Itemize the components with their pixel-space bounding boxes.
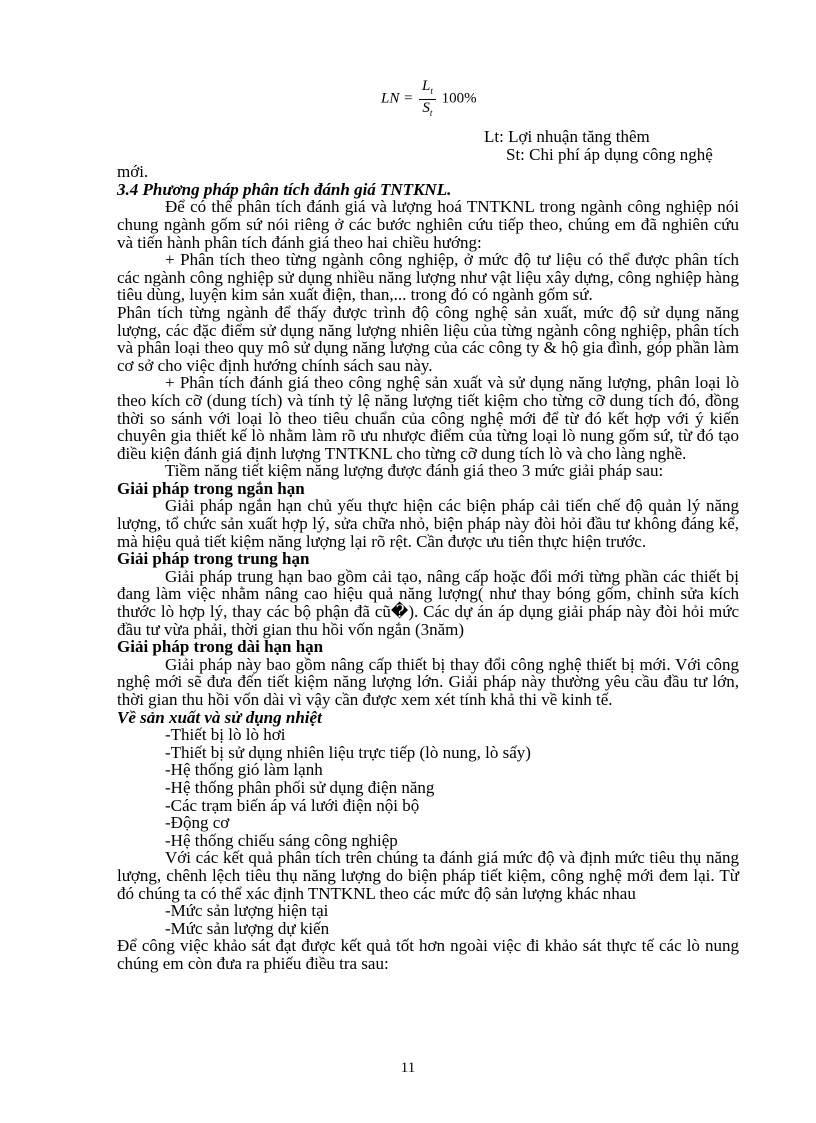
medium-term-body: Giải pháp trung hạn bao gồm cải tạo, nâng cấp hoặc đổi mới từng phần các thiết bị đang làm việc nhằm nâng cao hiệu quả năng lượng( như thay bóng gốm, chỉnh sửa kích thước lò hợp lý, thay các bộ phận đã cũ�). Các dự án áp dụng giải pháp này đòi hỏi mức đầu tư vừa phải, thời gian thu hồi vốn ngắn (3năm) bbox=[117, 566, 739, 639]
short-term-heading: Giải pháp trong ngắn hạn bbox=[117, 478, 305, 498]
page-number: 11 bbox=[400, 1060, 416, 1076]
long-term-heading: Giải pháp trong dài hạn hạn bbox=[117, 637, 324, 657]
list-item: -Hệ thống chiếu sáng công nghiệp bbox=[165, 830, 398, 850]
formula-numerator: $L_t$ bbox=[419, 78, 436, 100]
heat-heading: Về sản xuất và sử dụng nhiệt bbox=[117, 707, 322, 727]
formula-factor: 100% bbox=[441, 90, 477, 107]
list-item: -Hệ thống gió làm lạnh bbox=[165, 760, 323, 780]
analysis-paragraph-2: Phân tích từng ngành để thấy được trình độ công nghệ sản xuất, mức độ sử dụng năng lượng, các đặc điểm sử dụng năng lượng nhiên liệu của từng ngành công nghiệp, phân tích và phân loại theo quy mô sử dụng năng lượng của các công ty & hộ gia đình, góp phần làm cơ sở cho việc định hướng chính sách sau này. bbox=[117, 302, 739, 375]
formula-expression bbox=[381, 78, 477, 121]
section-intro: Để có thể phân tích đánh giá và lượng hoá TNTKNL trong ngành công nghiệp nói chung ngành gốm sứ nói riêng ở các bước nghiên cứu tiếp theo, chúng em đã nghiên cứu và tiến hành phân tích đánh giá theo hai chiều hướng: bbox=[117, 197, 739, 252]
heat-summary: Với các kết quả phân tích trên chúng ta đánh giá mức độ và định mức tiêu thụ năng lượng, chênh lệch tiêu thụ năng lượng do biện pháp tiết kiệm, công nghệ mới đem lại. Từ đó chúng ta có thể xác định TNTKNL theo các mức độ sản lượng khác nhau bbox=[117, 848, 739, 903]
list-item: -Thiết bị lò lò hơi bbox=[165, 725, 286, 745]
document-page bbox=[117, 78, 739, 973]
short-term-body: Giải pháp ngắn hạn chủ yếu thực hiện các biện pháp cải tiến chế độ quản lý năng lượng, tổ chức sản xuất hợp lý, sửa chữa nhỏ, biện pháp này đòi hỏi đầu tư không đáng kể, mà hiệu quả tiết kiệm năng lượng lại rõ rệt. Cần được ưu tiên thực hiện trước. bbox=[117, 496, 739, 551]
medium-term-heading: Giải pháp trong trung hạn bbox=[117, 549, 310, 569]
list-item: -Động cơ bbox=[165, 813, 230, 833]
levels-intro: Tiềm năng tiết kiệm năng lượng được đánh giá theo 3 mức giải pháp sau: bbox=[165, 461, 664, 481]
analysis-point-2: + Phân tích đánh giá theo công nghệ sản xuất và sử dụng năng lượng, phân loại lò theo kích cỡ (dung tích) và tính tỷ lệ năng lượng tiết kiệm cho từng cỡ dung tích đó, đồng thời so sánh với loại lò theo tiêu chuẩn của công nghệ mới để từ đó kết hợp với ý kiến chuyên gia thiết kế lò nhằm làm rõ ưu nhược điểm của từng loại lò nung gốm sứ, từ đó tạo điều kiện đánh giá định lượng TNTKNL cho từng cỡ dung tích lò và cho làng nghề. bbox=[117, 373, 739, 463]
list-item: -Thiết bị sử dụng nhiên liệu trực tiếp (lò nung, lò sấy) bbox=[165, 742, 531, 762]
section-heading: 3.4 Phương pháp phân tích đánh giá TNTKNL. bbox=[117, 179, 452, 199]
formula-fraction bbox=[419, 78, 436, 121]
list-item: -Các trạm biến áp vá lưới điện nội bộ bbox=[165, 795, 420, 815]
analysis-point-1: + Phân tích theo từng ngành công nghiệp, ở mức độ tư liệu có thể được phân tích các ngành công nghiệp sử dụng nhiều năng lượng như vật liệu xây dựng, công nghiệp hàng tiêu dùng, luyện kim sản xuất điện, than,... trong đó có ngành gốm sứ. bbox=[117, 250, 739, 305]
note-st: St: Chi phí áp dụng công nghệ bbox=[506, 144, 713, 164]
note-st-continued: mới. bbox=[117, 162, 149, 182]
note-lt: Lt: Lợi nhuận tăng thêm bbox=[484, 127, 650, 146]
formula-denominator: $S_t$ bbox=[422, 100, 433, 118]
long-term-body: Giải pháp này bao gồm nâng cấp thiết bị thay đổi công nghệ thiết bị mới. Với công nghệ mới sẽ đưa đến tiết kiệm năng lượng lớn. Giải pháp này thường yêu cầu đầu tư lớn, thời gian thu hồi vốn dài vì vậy cần được xem xét tính khả thi về kinh tế. bbox=[117, 654, 739, 709]
formula-equals: = bbox=[403, 90, 414, 107]
formula-lhs: LN bbox=[381, 90, 400, 107]
list-item: -Mức sản lượng hiện tại bbox=[165, 901, 329, 921]
closing-paragraph: Để công việc khảo sát đạt được kết quả tốt hơn ngoài việc đi khảo sát thực tế các lò nung chúng em còn đưa ra phiếu điều tra sau: bbox=[117, 936, 739, 973]
list-item: -Hệ thống phân phối sử dụng điện năng bbox=[165, 777, 435, 797]
profit-formula bbox=[117, 78, 739, 124]
list-item: -Mức sản lượng dự kiến bbox=[165, 918, 330, 938]
